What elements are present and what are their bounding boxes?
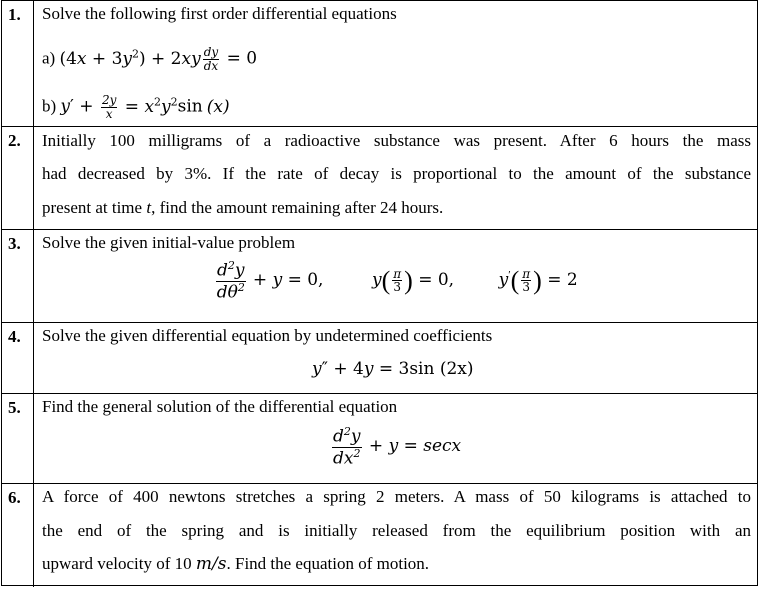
question-text: Solve the given differential equation by undetermined coefficients: [42, 326, 493, 345]
part-label: b): [42, 96, 57, 116]
equation-1a: a) $(4x + 3y^2) + 2xy$ $\frac{dy}{dx}$ = 0: [42, 45, 258, 73]
question-text: present at time t, find the amount remaining after 24 hours.: [42, 198, 444, 217]
question-content: [42, 230, 751, 322]
question-content: [42, 394, 751, 483]
question-row-2: [2, 127, 757, 230]
question-number: 2.: [2, 127, 34, 229]
question-content: [42, 1, 751, 126]
question-number: 3.: [2, 230, 34, 322]
question-text: A force of 400 newtons stretches a spring 2 meters. A mass of 50 kilograms is attached to: [42, 487, 751, 506]
question-text: Solve the given initial-value problem: [42, 233, 296, 252]
question-text: Solve the following first order differential equations: [42, 4, 397, 23]
question-row-3: [2, 230, 757, 323]
question-text: upward velocity of 10 m/s. Find the equation of motion.: [42, 554, 430, 574]
question-number: 6.: [2, 484, 34, 587]
question-content: [42, 484, 751, 587]
question-number: 5.: [2, 394, 34, 483]
question-content: [42, 323, 751, 393]
question-text: the end of the spring and is initially released from the equilibrium position with an: [42, 521, 751, 540]
equation-5: $\frac{d^2y}{dx^2}$ + y = secx: [333, 425, 462, 469]
question-row-6: [2, 484, 757, 587]
exam-questions-table: [1, 0, 758, 586]
question-number: 1.: [2, 1, 34, 126]
question-text: Initially 100 milligrams of a radioactive substance was present. After 6 hours the mass: [42, 131, 751, 150]
question-row-1: [2, 1, 757, 127]
equation-1b: b) y′ + $\frac{2y}{x}$ = $x^2y^2\sin$ (x): [42, 93, 230, 121]
question-content: [42, 127, 751, 229]
question-number: 4.: [2, 323, 34, 393]
question-text: Find the general solution of the differential equation: [42, 397, 398, 416]
equation-ivp: $\frac{d^2y}{d\theta^2}$ + y = 0, y( $\frac{\pi}{3}$ ) = 0, y′( $\frac{\pi}{3}$ ) = 2: [216, 259, 578, 303]
equation-4: y″ + 4y = 3sin (2x): [312, 359, 474, 379]
question-row-5: [2, 394, 757, 484]
question-text: had decreased by 3%. If the rate of decay is proportional to the amount of the substance: [42, 164, 751, 183]
question-row-4: [2, 323, 757, 394]
part-label: a): [42, 48, 56, 68]
